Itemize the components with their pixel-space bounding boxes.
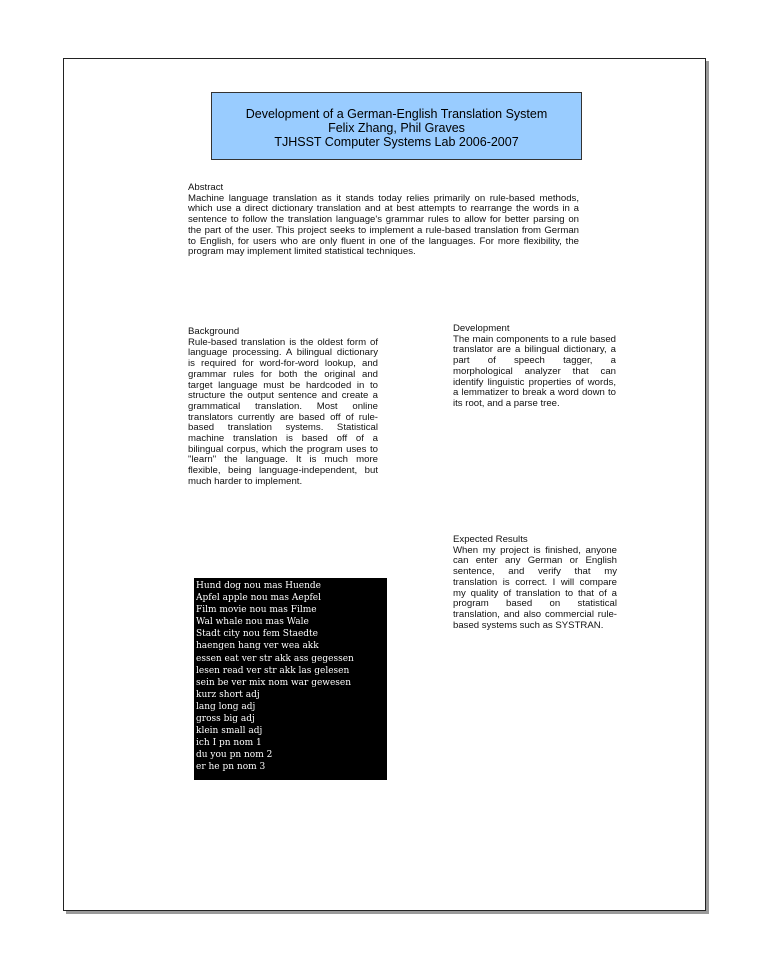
dictionary-line: Stadt city nou fem Staedte <box>196 629 318 640</box>
dictionary-line: gross big adj <box>196 714 255 725</box>
dictionary-line: Film movie nou mas Filme <box>196 605 317 616</box>
dictionary-line: essen eat ver str akk ass gegessen <box>196 653 354 664</box>
development-section <box>453 324 616 410</box>
dictionary-line: lesen read ver str akk las gelesen <box>196 665 350 676</box>
affiliation-line: TJHSST Computer Systems Lab 2006-2007 <box>274 135 519 149</box>
development-body: The main components to a rule based translator are a bilingual dictionary, a part of speech tagger, a morphological analyzer that can identify linguistic properties of words, a lemmatizer to break a word down to its root, and a parse tree. <box>453 333 616 409</box>
abstract-heading: Abstract <box>188 182 224 193</box>
background-body: Rule-based translation is the oldest form of language processing. A bilingual dictionary is required for word-for-word lookup, and grammar rules for both the original and target language must be hardcoded in to structure the output sentence and create a grammatical translation. Most online translators currently are based off of rule-based translation systems. Statistical machine translation is based off of a bilingual corpus, which the program uses to "learn" the language. It is much more flexible, being language-independent, but much harder to implement. <box>188 336 378 487</box>
dictionary-line: Wal whale nou mas Wale <box>196 617 309 628</box>
development-heading: Development <box>453 323 510 334</box>
dictionary-line: Hund dog nou mas Huende <box>196 581 321 591</box>
expected-results-body: When my project is finished, anyone can enter any German or English sentence, and verify that my translation is correct. I will compare my quality of translation to that of a program based on statistical translation, and also commercial rule-based systems such as SYSTRAN. <box>453 544 617 631</box>
dictionary-line: sein be ver mix nom war gewesen <box>196 677 352 688</box>
title-box <box>211 92 582 160</box>
abstract-body: Machine language translation as it stands today relies primarily on rule-based methods, which use a direct dictionary translation and at best attempts to rearrange the words in a sentence to follow the translation language's grammar rules to allow for better parsing on the part of the user. This project seeks to implement a rule-based translation from German to English, for users who are only fluent in one of the languages. For more flexibility, the program may implement limited statistical techniques. <box>188 192 579 258</box>
poster-page <box>63 58 706 911</box>
background-heading: Background <box>188 326 240 337</box>
expected-results-section <box>453 535 617 631</box>
dictionary-terminal-screenshot <box>194 578 387 780</box>
abstract-section <box>188 183 579 258</box>
dictionary-line: haengen hang ver wea akk <box>196 641 319 652</box>
dictionary-line: ich I pn nom 1 <box>196 738 262 749</box>
authors-line: Felix Zhang, Phil Graves <box>328 121 465 135</box>
dictionary-line: klein small adj <box>196 726 263 737</box>
dictionary-line: Apfel apple nou mas Aepfel <box>196 593 321 604</box>
title-line: Development of a German-English Translation System <box>245 107 548 121</box>
dictionary-line: du you pn nom 2 <box>196 750 273 761</box>
dictionary-line: er he pn nom 3 <box>196 762 266 773</box>
dictionary-line: lang long adj <box>196 701 256 712</box>
expected-results-heading: Expected Results <box>453 534 528 545</box>
dictionary-line: kurz short adj <box>196 689 260 700</box>
background-section <box>188 327 378 488</box>
